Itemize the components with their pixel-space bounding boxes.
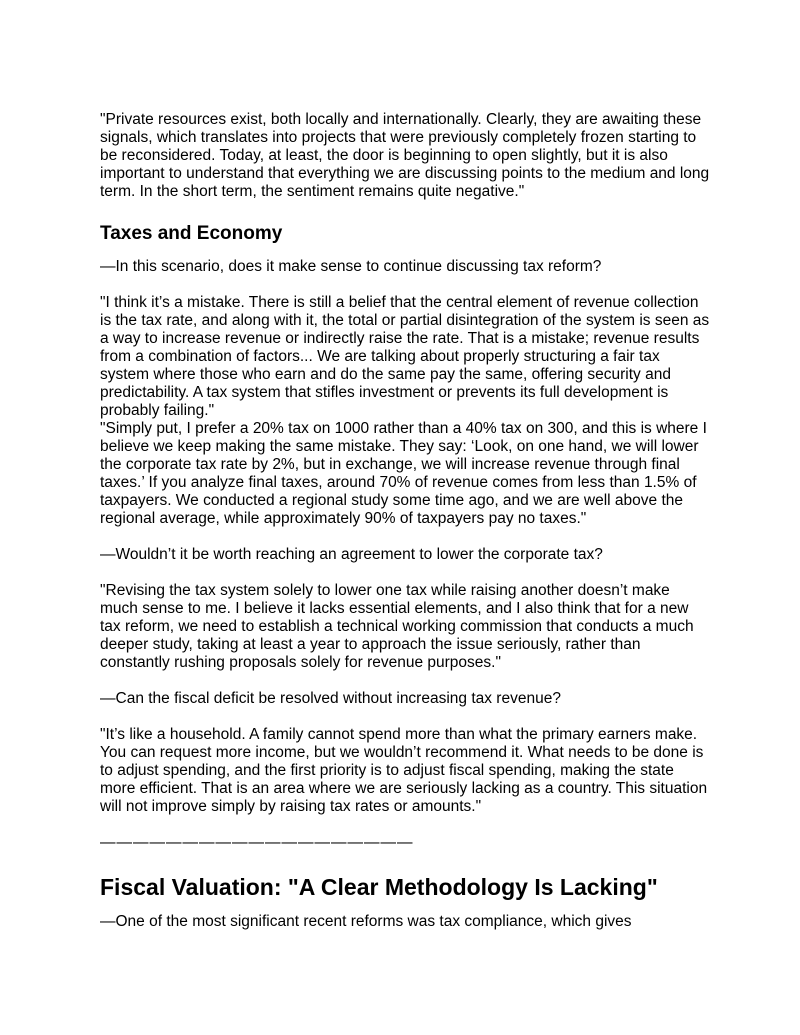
intro-quote: "Private resources exist, both locally and internationally. Clearly, they are awaiting these signals, which translates into projects that were previously completely frozen starting to be reconsidered. Today, at least, the door is beginning to open slightly, but it is also important to understand that everything we are discussing points to the medium and long term. In the short term, the sentiment remains quite negative." [100,111,710,200]
article-body [100,111,710,931]
question-corporate-tax: —Wouldn’t it be worth reaching an agreement to lower the corporate tax? [100,546,603,563]
section-divider: ——————————————————— [100,834,414,851]
answer-tax-reform-part-1: "I think it’s a mistake. There is still a belief that the central element of revenue collection is the tax rate, and along with it, the total or partial disintegration of the system is seen as a way to increase revenue or indirectly raise the rate. That is a mistake; revenue results from a combination of factors... We are talking about properly structuring a fair tax system where those who earn and do the same pay the same, offering security and predictability. A tax system that stifles investment or prevents its full development is probably failing." [100,294,710,419]
question-fiscal-deficit: —Can the fiscal deficit be resolved without increasing tax revenue? [100,690,561,707]
question-tax-compliance: —One of the most significant recent reforms was tax compliance, which gives [100,913,632,930]
answer-tax-reform-part-2: "Simply put, I prefer a 20% tax on 1000 rather than a 40% tax on 300, and this is where I believe we keep making the same mistake. They say: ‘Look, on one hand, we will lower the corporate tax rate by 2%, but in exchange, we will increase revenue through final taxes.’ If you analyze final taxes, around 70% of revenue comes from less than 1.5% of taxpayers. We conducted a regional study some time ago, and we are well above the regional average, while approximately 90% of taxpayers pay no taxes." [100,420,707,527]
section-heading-taxes: Taxes and Economy [100,223,283,244]
question-tax-reform: —In this scenario, does it make sense to continue discussing tax reform? [100,258,602,275]
answer-fiscal-deficit: "It’s like a household. A family cannot spend more than what the primary earners make. You can request more income, but we wouldn’t recommend it. What needs to be done is to adjust spending, and the first priority is to adjust fiscal spending, making the state more efficient. That is an area where we are seriously lacking as a country. This situation will not improve simply by raising tax rates or amounts." [100,726,708,815]
section-heading-fiscal-valuation: Fiscal Valuation: "A Clear Methodology Is Lacking" [100,874,658,900]
answer-corporate-tax: "Revising the tax system solely to lower one tax while raising another doesn’t make much sense to me. I believe it lacks essential elements, and I also think that for a new tax reform, we need to establish a technical working commission that conducts a much deeper study, taking at least a year to approach the issue seriously, rather than constantly rushing proposals solely for revenue purposes." [100,582,694,671]
